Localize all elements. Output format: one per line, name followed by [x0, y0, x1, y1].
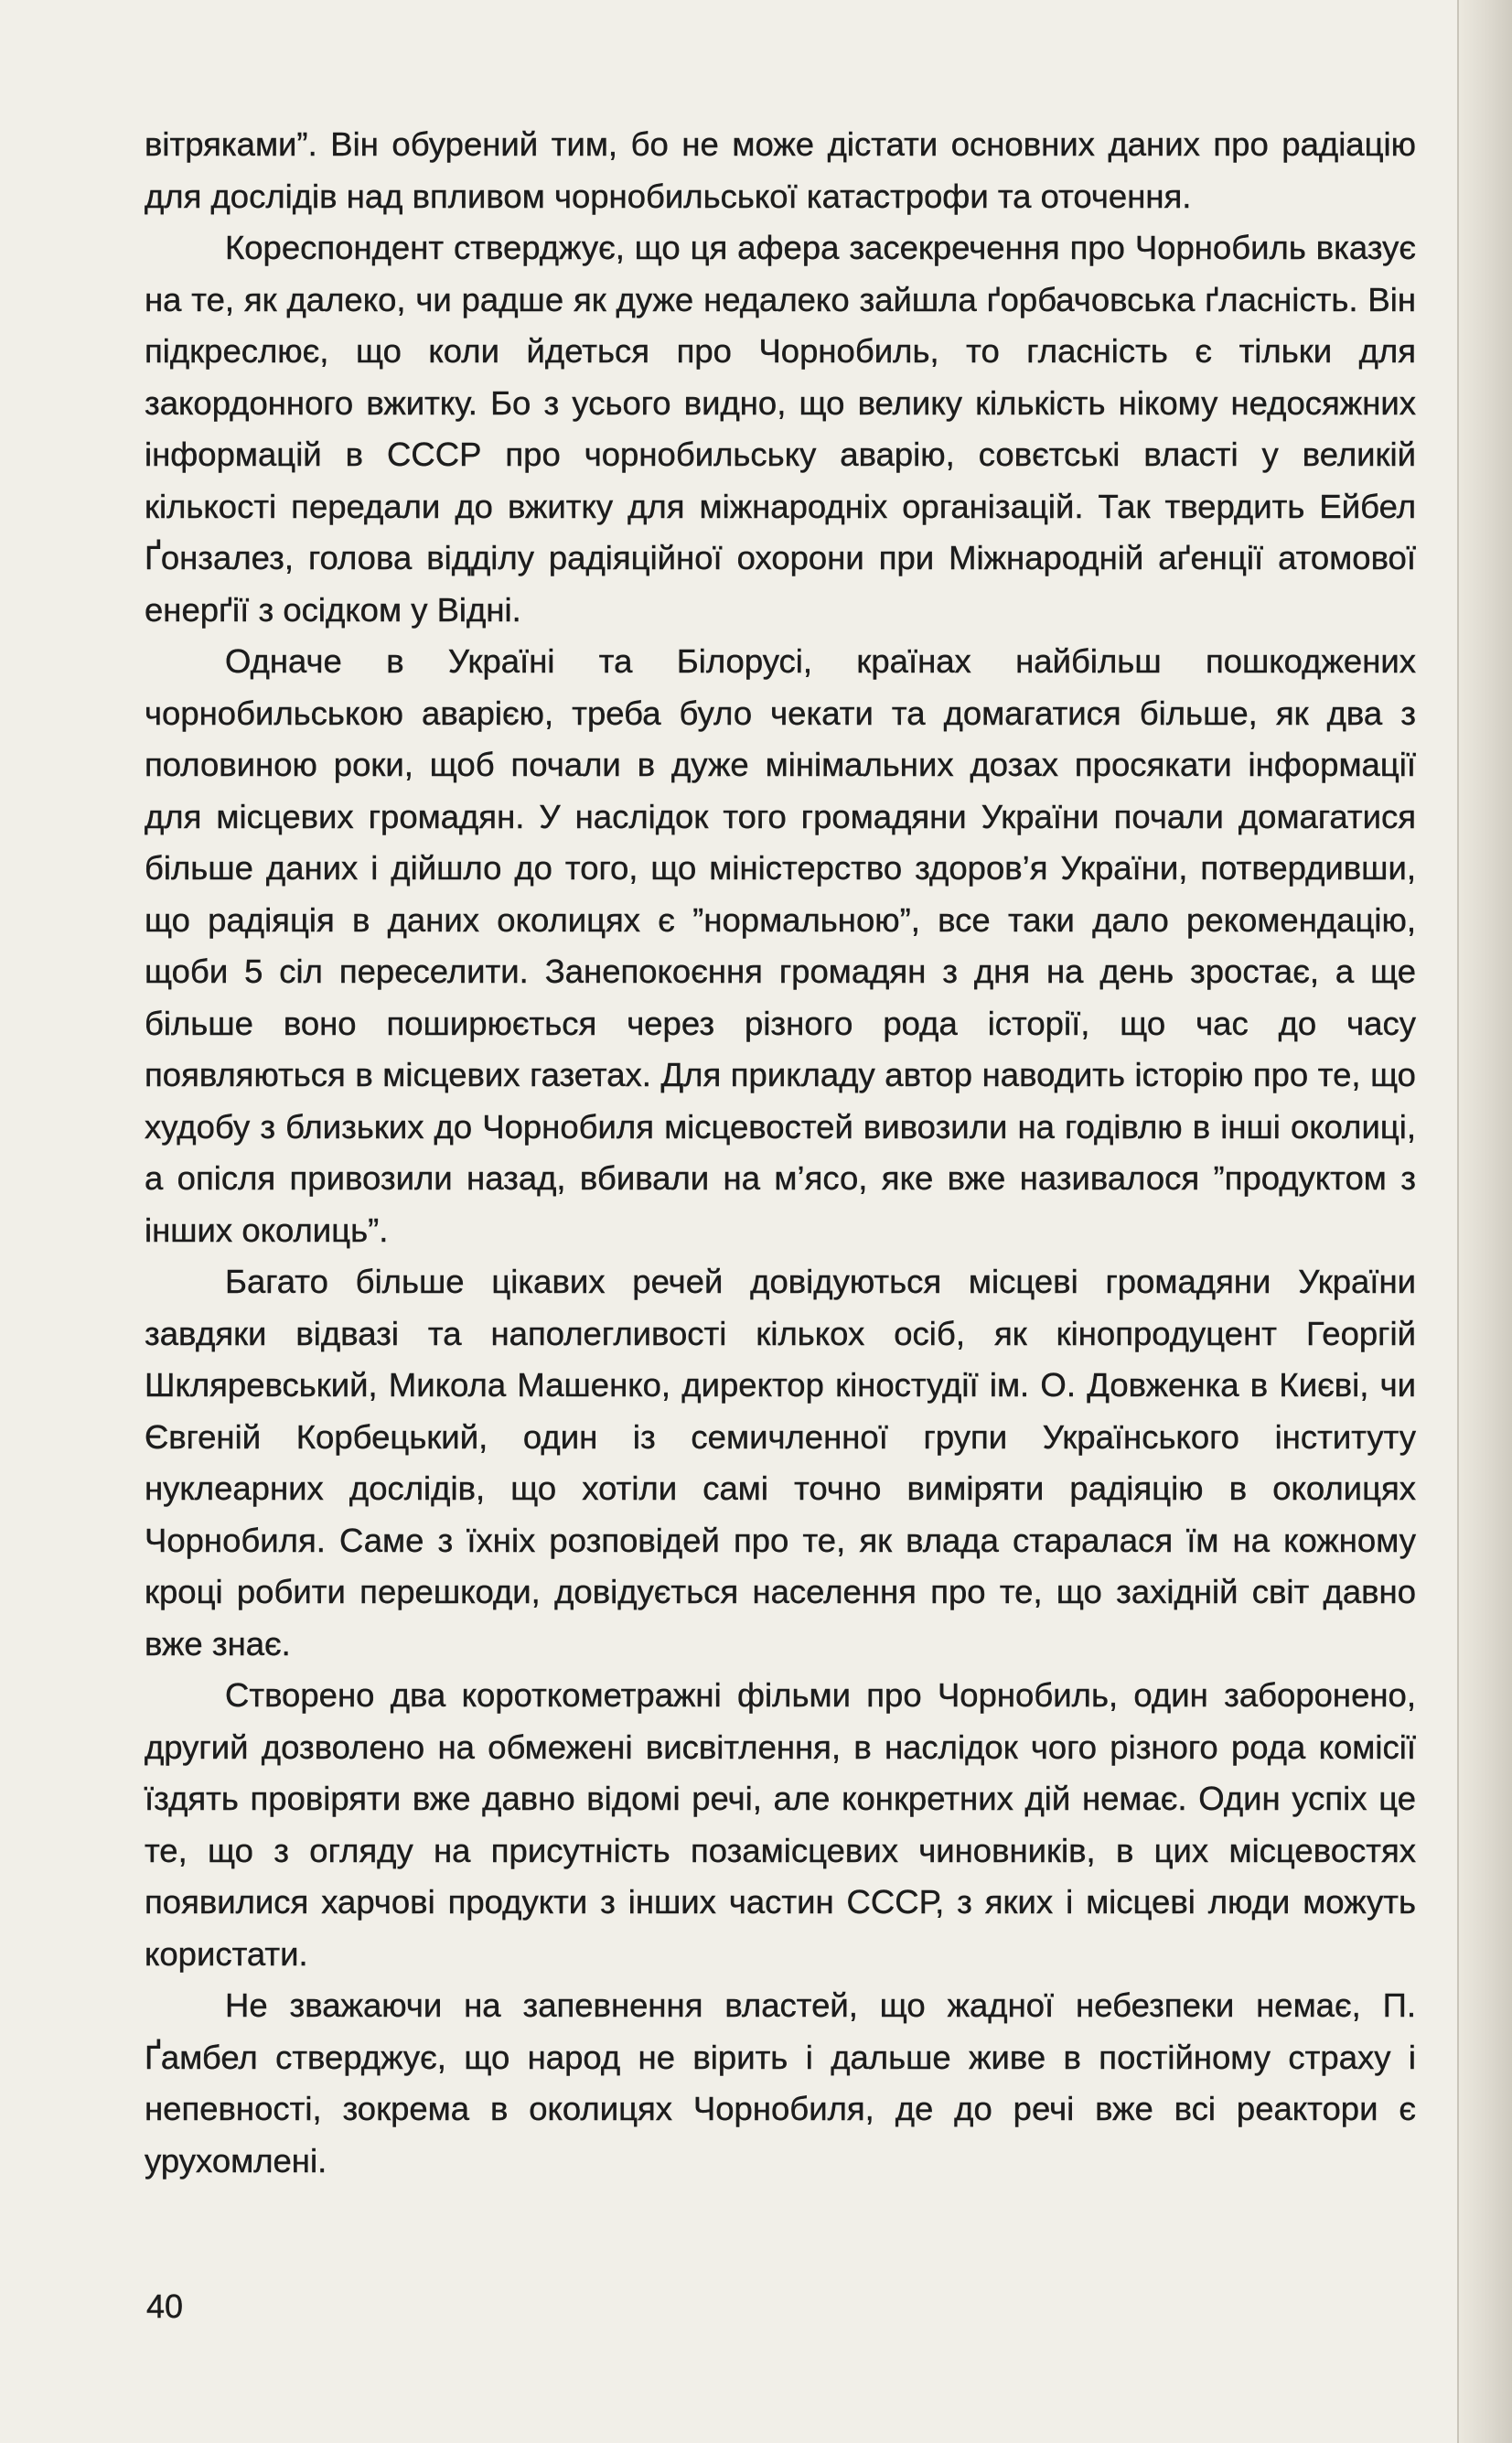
paragraph-4: Багато більше цікавих речей довідуються місцеві громадяни України завдяки відвазі та наполегливості кількох осіб, як кінопродуцент Георгій Шкляревський, Микола Машенко, директор кіностудії ім. О. Довженка в Києві, чи Євгеній Корбецький, один із семичленної групи Українського інституту нуклеарних дослідів, що хотіли самі точно виміряти радіяцію в околицях Чорнобиля. Саме з їхніх розповідей про те, як влада старалася їм на кожному кроці робити перешкоди, довідується населення про те, що західній світ давно вже знає. [145, 1263, 1416, 1663]
paragraph-2: Кореспондент стверджує, що ця афера засекречення про Чорнобиль вказує на те, як далеко, чи радше як дуже недалеко зайшла ґорбачовська ґласність. Він підкреслює, що коли йдеться про Чорнобиль, то гласність є тільки для закордонного вжитку. Бо з усього видно, що велику кількість нікому недосяжних інформацій в СССР про чорнобильську аварію, совєтські власті у великій кількості передали до вжитку для міжнародніх організацій. Так твердить Ейбел Ґонзалез, голова відділу радіяційної охорони при Міжнародній аґенції атомової енерґії з осідком у Відні. [145, 229, 1416, 629]
page-edge-line [1457, 0, 1459, 2443]
paragraph-6: Не зважаючи на запевнення властей, що жадної небезпеки немає, П. Ґамбел стверджує, що народ не вірить і дальше живе в постійному страху і непевності, зокрема в околицях Чорнобиля, де до речі вже всі реактори є урухомлені. [145, 1986, 1416, 2179]
page-number: 40 [146, 2287, 184, 2325]
paragraph-1: вітряками”. Він обурений тим, бо не може дістати основних даних про радіацію для дослідів над впливом чорнобильської катастрофи та оточення. [145, 125, 1416, 215]
paragraph-3: Одначе в Україні та Білорусі, країнах найбільш пошкоджених чорнобильською аварією, треба було чекати та домагатися більше, як два з половиною роки, щоб почали в дуже мінімальних дозах просякати інформації для місцевих громадян. У наслідок того громадяни України почали домагатися більше даних і дійшло до того, що міністерство здоров’я України, потвердивши, що радіяція в даних околицях є ”нормальною”, все таки дало рекомендацію, щоби 5 сіл переселити. Занепокоєння громадян з дня на день зростає, а ще більше воно поширюється через різного рода історії, що час до часу появляються в місцевих газетах. Для прикладу автор наводить історію про те, що худобу з близьких до Чорнобиля місцевостей вивозили на годівлю в інші околиці, а опісля привозили назад, вбивали на м’ясо, яке вже називалося ”продуктом з інших околиць”. [145, 642, 1416, 1249]
paragraph-5: Створено два короткометражні фільми про Чорнобиль, один заборонено, другий дозволено на обмежені висвітлення, в наслідок чого різного рода комісії їздять провіряти вже давно відомі речі, але конкретних дій немає. Один успіх це те, що з огляду на присутність позамісцевих чиновників, в цих місцевостях появилися харчові продукти з інших частин СССР, з яких і місцеві люди можуть користати. [145, 1676, 1416, 1973]
page-edge-shadow [1457, 0, 1512, 2443]
body-text [145, 119, 1416, 2187]
